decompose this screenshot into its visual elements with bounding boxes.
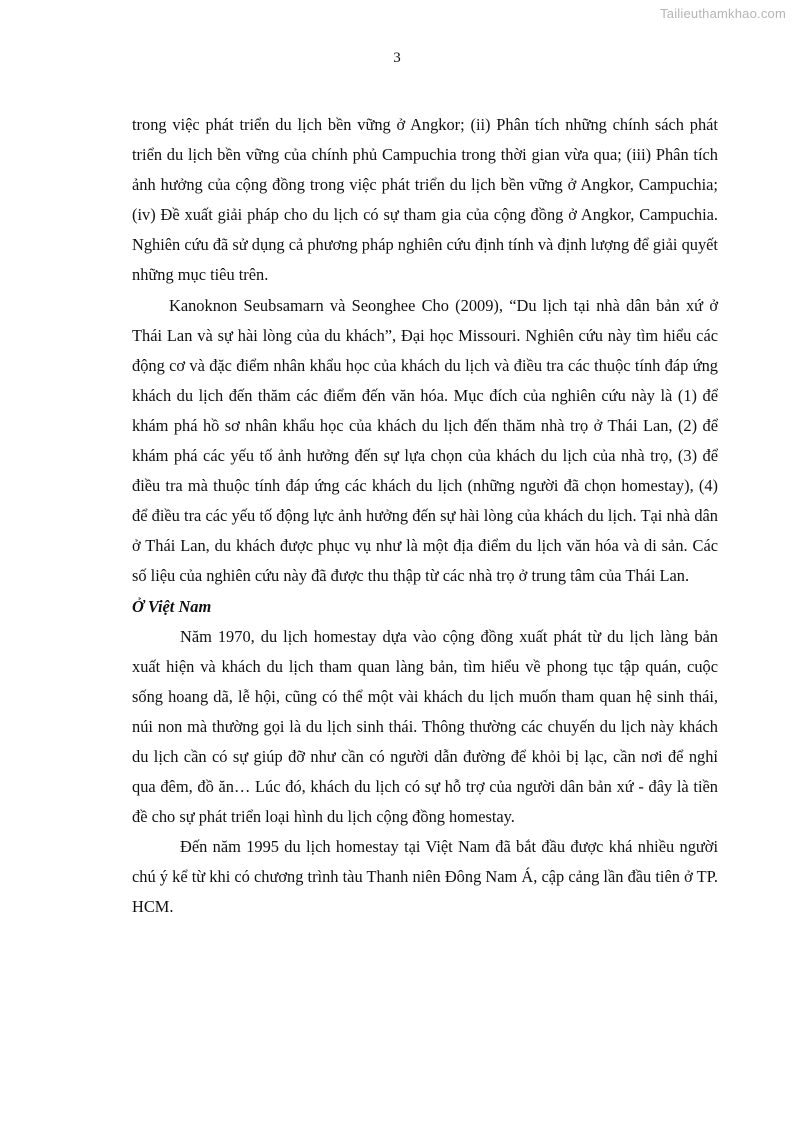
- paragraph-vietnam-1970: Năm 1970, du lịch homestay dựa vào cộng đồng xuất phát từ du lịch làng bản xuất hiện và khách du lịch tham quan làng bản, tìm hiểu về phong tục tập quán, cuộc sống hoang dã, lễ hội, cũng có thể một vài khách du lịch muốn tham quan hệ sinh thái, núi non mà thường gọi là du lịch sinh thái. Thông thường các chuyến du lịch này khách du lịch cần có sự giúp đỡ như cần có người dẫn đường để khỏi bị lạc, cần nơi để nghỉ qua đêm, đồ ăn… Lúc đó, khách du lịch có sự hỗ trợ của người dân bản xứ - đây là tiền đề cho sự phát triển loại hình du lịch cộng đồng homestay.: [132, 626, 718, 827]
- paragraph-thailand-study: Kanoknon Seubsamarn và Seonghee Cho (2009), “Du lịch tại nhà dân bản xứ ở Thái Lan và sự hài lòng của du khách”, Đại học Missouri. Nghiên cứu này tìm hiểu các động cơ và đặc điểm nhân khẩu học của khách du lịch và điều tra các thuộc tính đáp ứng khách du lịch đến thăm các điểm đến văn hóa. Mục đích của nghiên cứu này là (1) để khám phá hồ sơ nhân khẩu học của khách du lịch đến thăm nhà trọ ở Thái Lan, (2) để khám phá các yếu tố ảnh hưởng đến sự lựa chọn của khách du lịch của nhà trọ, (3) để điều tra mà thuộc tính đáp ứng các khách du lịch (những người đã chọn homestay), (4) để điều tra các yếu tố động lực ảnh hưởng đến sự hài lòng của khách du lịch. Tại nhà dân ở Thái Lan, du khách được phục vụ như là một địa điểm du lịch văn hóa và di sản. Các số liệu của nghiên cứu này đã được thu thập từ các nhà trọ ở trung tâm của Thái Lan.: [132, 295, 718, 586]
- document-body: [132, 110, 718, 923]
- site-watermark: Tailieuthamkhao.com: [660, 6, 786, 21]
- page-number: 3: [393, 50, 401, 66]
- paragraph-angkor-continued: trong việc phát triển du lịch bền vững ở Angkor; (ii) Phân tích những chính sách phát triển du lịch bền vững của chính phủ Campuchia trong thời gian vừa qua; (iii) Phân tích ảnh hưởng của cộng đồng trong việc phát triển du lịch bền vững ở Angkor, Campuchia; (iv) Đề xuất giải pháp cho du lịch có sự tham gia của cộng đồng ở Angkor, Campuchia. Nghiên cứu đã sử dụng cả phương pháp nghiên cứu định tính và định lượng để giải quyết những mục tiêu trên.: [132, 115, 718, 285]
- paragraph-vietnam-1995: Đến năm 1995 du lịch homestay tại Việt Nam đã bắt đầu được khá nhiều người chú ý kể từ khi có chương trình tàu Thanh niên Đông Nam Á, cập cảng lần đầu tiên ở TP. HCM.: [132, 837, 718, 917]
- section-heading-vietnam: Ở Việt Nam: [132, 596, 212, 616]
